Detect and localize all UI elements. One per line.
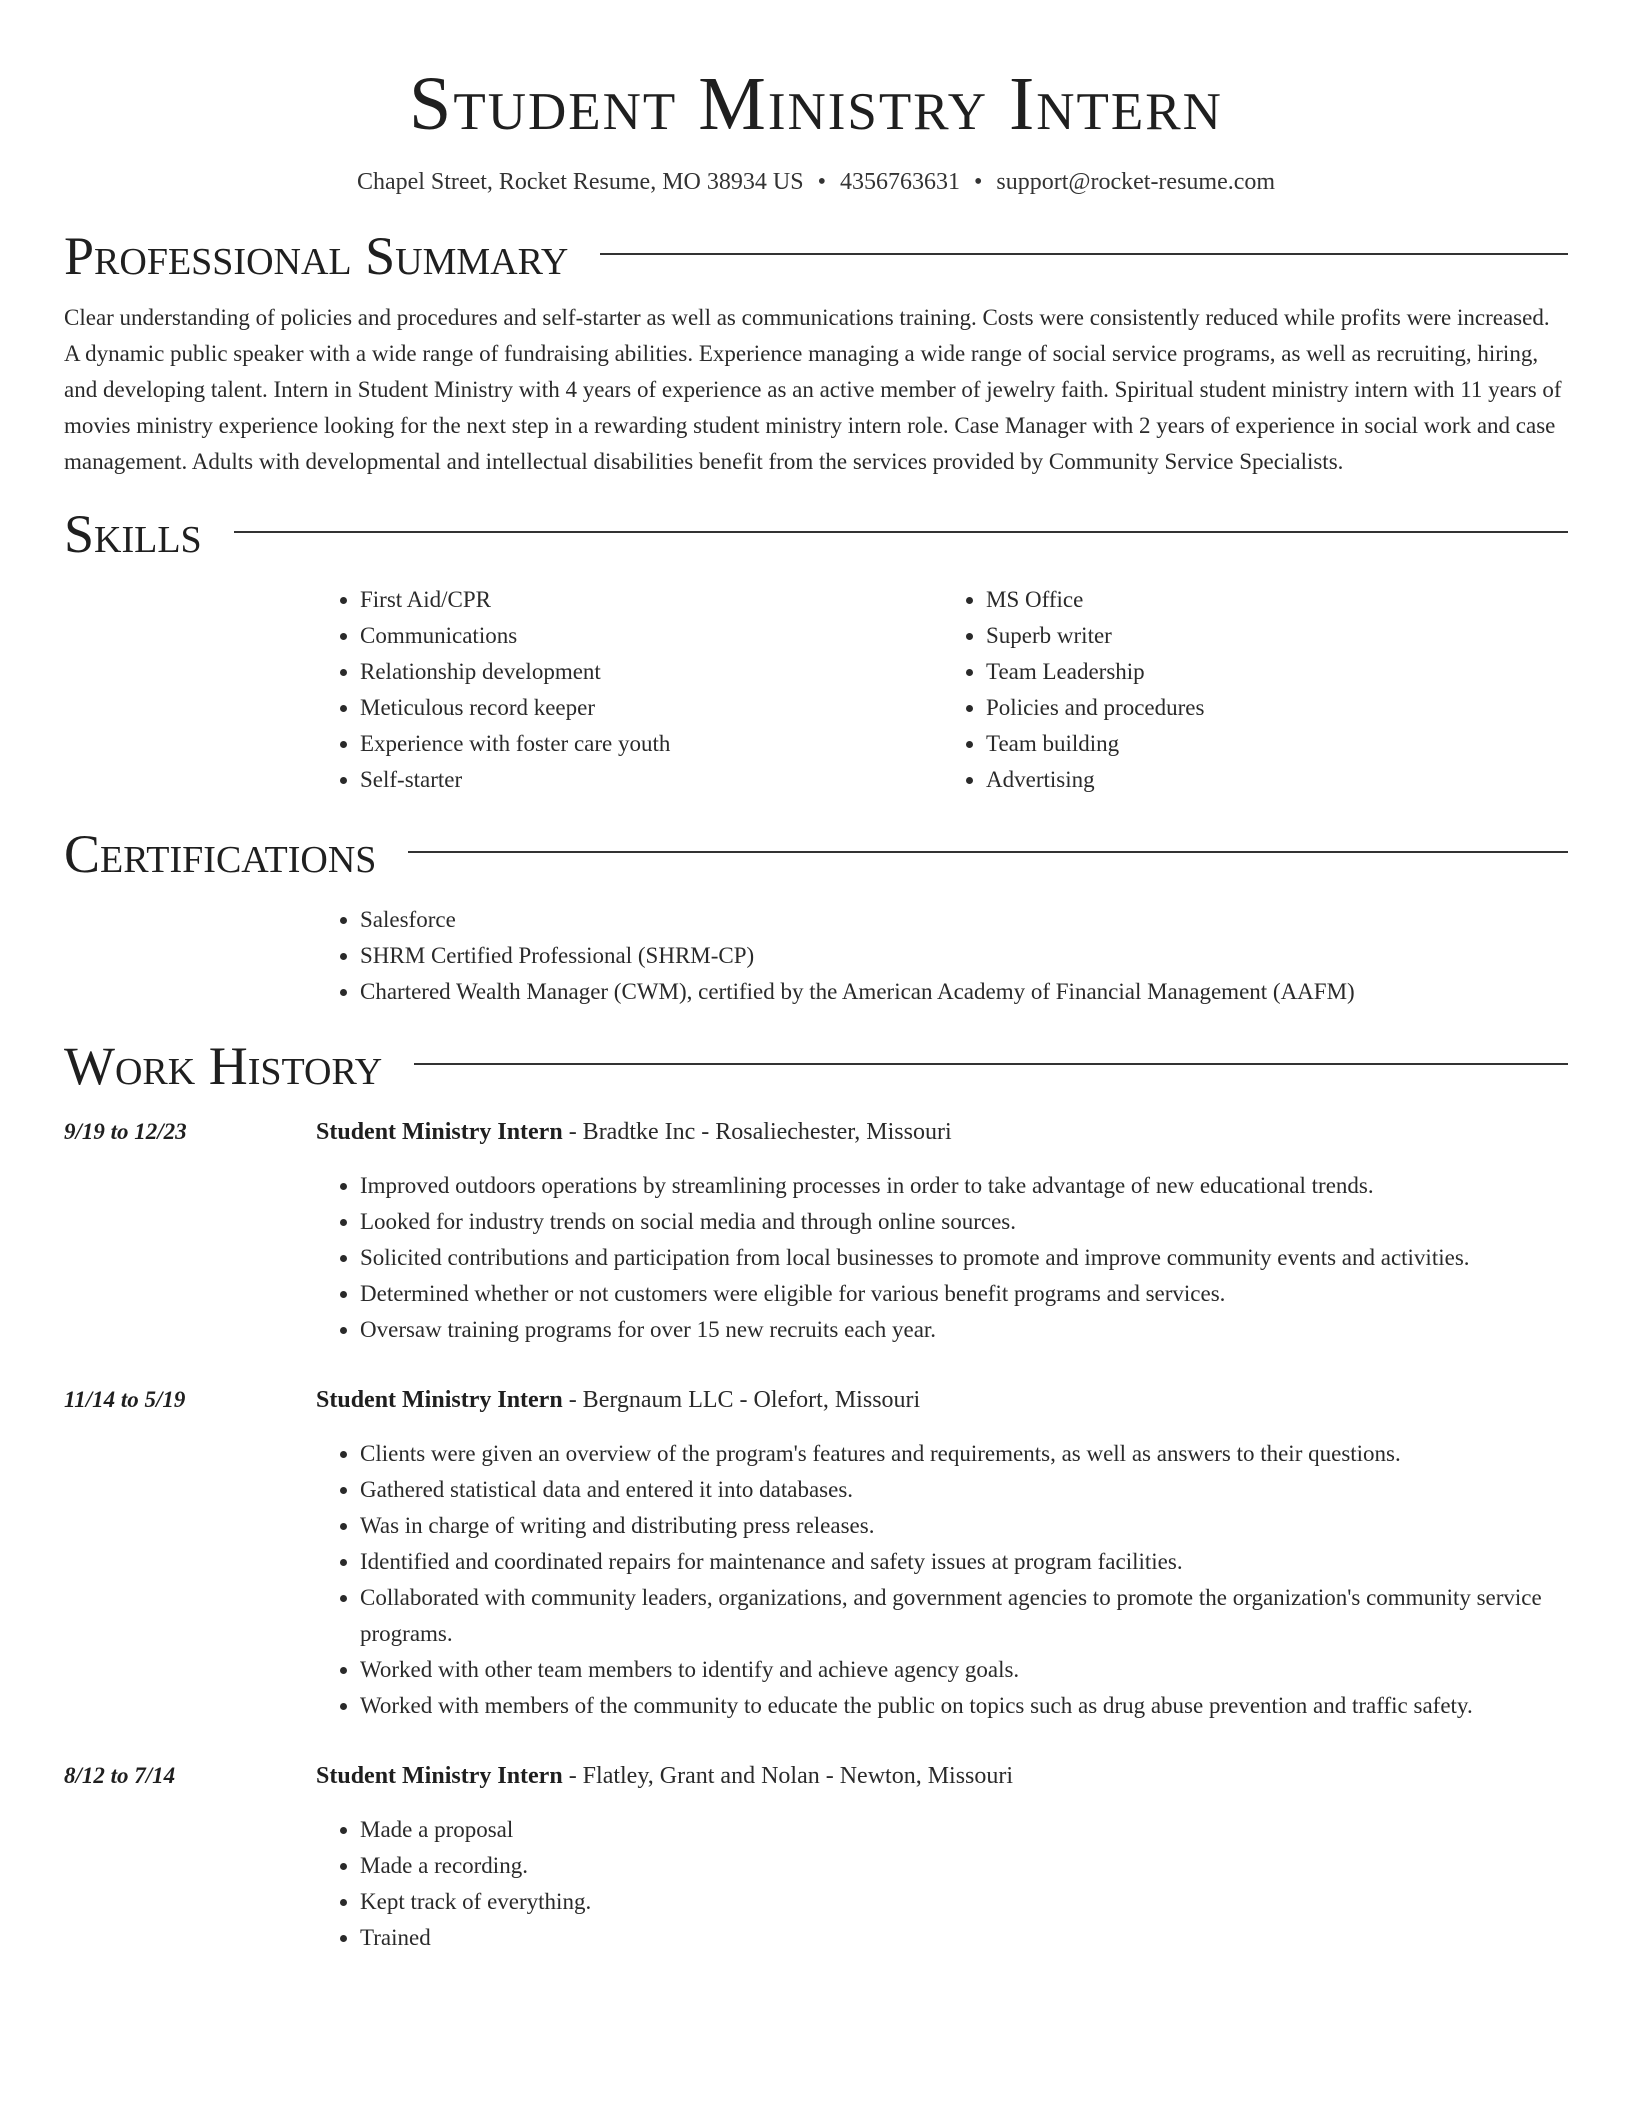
job-bullet: • Kept track of everything. [360,1884,1568,1920]
contact-separator: • [973,169,983,195]
job-bullet: • Trained [360,1920,1568,1956]
skills-section [64,502,1568,798]
skills-column-left [316,582,942,798]
job-company-location: - Flatley, Grant and Nolan - Newton, Missouri [562,1763,1014,1789]
job-role: Student Ministry Intern [316,1387,563,1413]
skill-item: • Experience with foster care youth [360,726,942,762]
job-title-line [316,1382,1568,1418]
job-bullet: • Identified and coordinated repairs for maintenance and safety issues at program facilities. [360,1544,1568,1580]
skill-item: • Team Leadership [986,654,1568,690]
job-bullet: • Clients were given an overview of the program's features and requirements, as well as answers to their questions. [360,1436,1568,1472]
section-divider [414,1063,1568,1065]
job-role: Student Ministry Intern [316,1119,563,1145]
job-company-location: - Bergnaum LLC - Olefort, Missouri [562,1387,921,1413]
job-content [316,1114,1568,1348]
contact-line [64,166,1568,198]
job-bullet: • Worked with members of the community to educate the public on topics such as drug abuse prevention and traffic safety. [360,1688,1568,1724]
job-title-line [316,1114,1568,1150]
job-bullet: • Worked with other team members to identify and achieve agency goals. [360,1652,1568,1688]
section-divider [600,253,1568,255]
section-header [64,1034,1568,1098]
job-dates: 8/12 to 7/14 [64,1763,176,1788]
section-title-summary: Professional Summary [64,226,569,286]
certifications-list [316,902,1568,1010]
job-role: Student Ministry Intern [316,1763,563,1789]
job-dates: 9/19 to 12/23 [64,1119,187,1144]
skill-item: • Relationship development [360,654,942,690]
job-bullets [316,1168,1568,1348]
section-title-skills: Skills [64,504,202,564]
contact-address: Chapel Street, Rocket Resume, MO 38934 US [356,169,804,195]
certification-item: • Chartered Wealth Manager (CWM), certified by the American Academy of Financial Management (AAFM) [360,974,1568,1010]
certifications-section [64,822,1568,1010]
contact-email: support@rocket-resume.com [996,169,1276,195]
job-bullet: • Solicited contributions and participation from local businesses to promote and improve community events and activities. [360,1240,1568,1276]
work-history-section [64,1034,1568,1956]
job-bullets [316,1812,1568,1956]
section-divider [234,531,1568,533]
job-bullet: • Determined whether or not customers were eligible for various benefit programs and services. [360,1276,1568,1312]
job-bullet: • Made a proposal [360,1812,1568,1848]
section-header [64,822,1568,886]
contact-separator: • [817,169,826,195]
job-content [316,1758,1568,1956]
certification-item: • Salesforce [360,902,1568,938]
section-header [64,502,1568,566]
job-bullets [316,1436,1568,1724]
resume-name: Student Ministry Intern [409,62,1223,146]
job-entry [64,1114,1568,1348]
summary-text: Clear understanding of policies and procedures and self-starter as well as communications training. Costs were consistently reduced while profits were increased. A dynamic public speaker with a wide range of fundraising abilities. Experience managing a wide range of social service programs, as well as recruiting, hiring, and developing talent. Intern in Student Ministry with 4 years of experience as an active member of jewelry faith. Spiritual student ministry intern with 11 years of movies ministry experience looking for the next step in a rewarding student ministry intern role. Case Manager with 2 years of experience in social work and case management. Adults with developmental and intellectual disabilities benefit from the services provided by Community Service Specialists. [64,305,1562,474]
skills-list [316,582,1568,798]
summary-section [64,224,1568,480]
job-company-location: - Bradtke Inc - Rosaliechester, Missouri [562,1119,952,1145]
section-header [64,224,1568,288]
skill-item: • Superb writer [986,618,1568,654]
section-title-work-history: Work History [64,1036,383,1096]
skill-item: • Meticulous record keeper [360,690,942,726]
contact-phone: 4356763631 [839,169,960,195]
skill-item: • Team building [986,726,1568,762]
certification-item: • SHRM Certified Professional (SHRM-CP) [360,938,1568,974]
skills-column-right [942,582,1568,798]
job-dates: 11/14 to 5/19 [64,1387,186,1412]
job-bullet: • Looked for industry trends on social media and through online sources. [360,1204,1568,1240]
section-divider [408,851,1568,853]
skill-item: • Communications [360,618,942,654]
job-bullet: • Gathered statistical data and entered it into databases. [360,1472,1568,1508]
skill-item: • Self-starter [360,762,942,798]
job-bullet: • Was in charge of writing and distributing press releases. [360,1508,1568,1544]
skill-item: • Policies and procedures [986,690,1568,726]
section-title-certifications: Certifications [64,824,377,884]
job-bullet: • Improved outdoors operations by streamlining processes in order to take advantage of new educational trends. [360,1168,1568,1204]
job-content [316,1382,1568,1724]
skill-item: • Advertising [986,762,1568,798]
skill-item: • First Aid/CPR [360,582,942,618]
job-bullet: • Collaborated with community leaders, organizations, and government agencies to promote the organization's community service programs. [360,1580,1568,1652]
skill-item: • MS Office [986,582,1568,618]
job-entry [64,1382,1568,1724]
job-entry [64,1758,1568,1956]
job-bullet: • Made a recording. [360,1848,1568,1884]
job-title-line [316,1758,1568,1794]
job-bullet: • Oversaw training programs for over 15 new recruits each year. [360,1312,1568,1348]
